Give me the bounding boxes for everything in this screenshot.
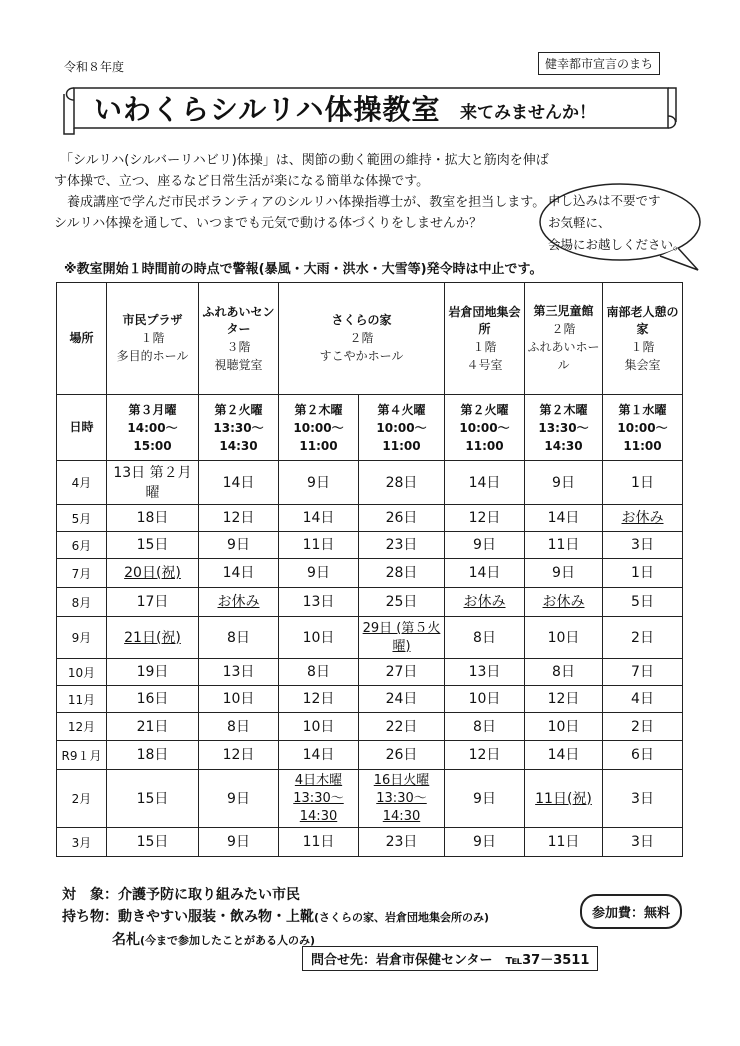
date-cell <box>445 559 525 588</box>
date-cell <box>359 770 445 828</box>
date-cell <box>525 461 603 505</box>
date-value: 2日 <box>631 718 654 735</box>
title-banner <box>60 84 678 136</box>
month-cell <box>57 659 107 686</box>
date-value: 9日 <box>473 537 496 553</box>
time-label: 日時 <box>69 420 94 434</box>
month-cell <box>57 741 107 770</box>
date-value: 9日 <box>227 834 250 850</box>
page-title: いわくらシルリハ体操教室 <box>94 93 441 126</box>
date-value: 26日 <box>385 510 418 526</box>
venue-cell <box>279 283 445 395</box>
schedule-end: 11:00 <box>623 438 662 453</box>
date-cell <box>279 770 359 828</box>
date-value: 9日 <box>473 790 496 807</box>
month-cell <box>57 461 107 505</box>
schedule-day: 第２火曜 <box>214 402 263 417</box>
month-row <box>57 770 683 828</box>
date-cell <box>107 686 199 713</box>
date-cell <box>525 713 603 741</box>
date-cell <box>603 659 683 686</box>
date-cell <box>359 659 445 686</box>
date-cell <box>603 741 683 770</box>
date-value: 14日 <box>468 565 501 581</box>
date-cell <box>603 617 683 659</box>
city-slogan: 健幸都市宣言のまち <box>538 52 660 75</box>
intro-paragraph-1: 「シルリハ(シルバーリハビリ)体操」は、関節の動く範囲の維持・拡大と筋肉を伸ばす体操で、立つ、座るなど日常生活が楽になる簡単な体操です。 <box>54 153 549 189</box>
date-cell <box>525 686 603 713</box>
date-cell <box>525 770 603 828</box>
date-value: 11日 <box>547 537 580 553</box>
schedule-end: 14:30 <box>219 438 258 453</box>
date-cell <box>199 505 279 532</box>
date-cell <box>603 505 683 532</box>
date-value: 13日 <box>468 664 501 680</box>
date-value: 9日 <box>552 474 575 491</box>
date-value: 11日 <box>302 834 335 850</box>
target-row <box>62 884 592 906</box>
date-cell <box>603 532 683 559</box>
date-value: 22日 <box>385 718 418 735</box>
venue-cell <box>445 283 525 395</box>
date-value: 19日 <box>136 664 169 680</box>
date-cell <box>199 713 279 741</box>
venue-cell <box>107 283 199 395</box>
date-cell <box>107 617 199 659</box>
date-cell <box>603 828 683 857</box>
date-value: 8日 <box>473 629 496 646</box>
schedule-day: 第２木曜 <box>539 402 588 417</box>
month-label: 9月 <box>71 631 92 645</box>
date-cell <box>445 828 525 857</box>
date-value: 10日 <box>302 718 335 735</box>
date-cell <box>279 686 359 713</box>
date-cell <box>279 559 359 588</box>
date-cell <box>279 461 359 505</box>
month-label: 2月 <box>71 792 92 806</box>
date-value: 17日 <box>136 594 169 610</box>
date-value: 16日火曜 13:30～ 14:30 <box>373 772 430 824</box>
date-value: 15日 <box>136 790 169 807</box>
date-cell <box>199 588 279 617</box>
date-cell <box>107 828 199 857</box>
date-cell <box>359 617 445 659</box>
date-value: 12日 <box>302 691 335 707</box>
date-cell <box>445 770 525 828</box>
bubble-line-1: 申し込みは不要です <box>548 193 661 208</box>
date-value: 9日 <box>552 565 575 581</box>
date-cell <box>199 770 279 828</box>
target-value: 介護予防に取り組みたい市民 <box>118 887 300 903</box>
date-value: 13日 <box>222 664 255 680</box>
date-cell <box>359 559 445 588</box>
date-cell <box>199 686 279 713</box>
date-cell <box>107 713 199 741</box>
month-cell <box>57 686 107 713</box>
time-cell <box>279 395 359 461</box>
intro-text <box>54 150 554 234</box>
items-note: (さくらの家、岩倉団地集会所のみ) <box>314 911 490 924</box>
date-value: 3日 <box>631 790 654 807</box>
time-cell <box>107 395 199 461</box>
time-row <box>57 395 683 461</box>
date-cell <box>107 659 199 686</box>
schedule-start: 14:00～ <box>127 420 178 435</box>
date-cell <box>525 828 603 857</box>
venue-floor: １階 <box>630 339 655 354</box>
schedule-start: 10:00～ <box>617 420 668 435</box>
nametag-value: 名札 <box>112 932 140 948</box>
date-cell <box>107 741 199 770</box>
schedule-day: 第４火曜 <box>377 402 426 417</box>
schedule-end: 14:30 <box>544 438 583 453</box>
date-value: 24日 <box>385 691 418 707</box>
venue-floor: ３階 <box>226 339 251 354</box>
date-cell <box>199 828 279 857</box>
speech-bubble <box>528 178 704 274</box>
date-cell <box>525 617 603 659</box>
target-label: 対 象： <box>62 887 118 903</box>
date-value: 11日(祝) <box>535 790 592 807</box>
date-value: 14日 <box>302 747 335 763</box>
date-value: 10日 <box>222 691 255 707</box>
venue-name: 第三児童館 <box>533 304 594 318</box>
date-value: 14日 <box>302 510 335 526</box>
schedule-end: 11:00 <box>299 438 338 453</box>
month-label: 3月 <box>71 835 92 850</box>
month-label: 4月 <box>71 476 92 490</box>
date-value: 20日(祝) <box>124 565 181 581</box>
venue-room: ４号室 <box>466 357 503 372</box>
time-cell <box>359 395 445 461</box>
date-cell <box>525 659 603 686</box>
date-cell <box>199 659 279 686</box>
venue-room: 視聴覚室 <box>214 357 263 372</box>
date-value: 9日 <box>307 565 330 581</box>
venue-name: 市民プラザ <box>122 313 183 327</box>
month-cell <box>57 828 107 857</box>
items-row <box>62 906 592 929</box>
date-value: 14日 <box>222 565 255 581</box>
date-cell <box>279 532 359 559</box>
date-value: 12日 <box>468 510 501 526</box>
month-row <box>57 461 683 505</box>
schedule-start: 13:30～ <box>538 420 589 435</box>
date-value: 4日木曜 13:30～ 14:30 <box>293 772 344 824</box>
date-value: 29日 (第５火曜) <box>362 620 441 654</box>
schedule-day: 第２木曜 <box>294 402 343 417</box>
date-cell <box>107 559 199 588</box>
venue-room: ふれあいホール <box>527 340 600 372</box>
date-cell <box>359 588 445 617</box>
venue-floor: ２階 <box>551 322 576 336</box>
venue-row <box>57 283 683 395</box>
date-value: 21日(祝) <box>124 629 181 646</box>
schedule-start: 10:00～ <box>459 420 510 435</box>
cancellation-notice: ※教室開始１時間前の時点で警報(暴風・大雨・洪水・大雪等)発令時は中止です。 <box>64 262 543 277</box>
date-cell <box>525 532 603 559</box>
date-value: 26日 <box>385 747 418 763</box>
month-row <box>57 505 683 532</box>
date-cell <box>359 741 445 770</box>
date-value: 8日 <box>473 718 496 735</box>
date-value: 2日 <box>631 629 654 646</box>
month-row <box>57 713 683 741</box>
date-cell <box>359 505 445 532</box>
time-cell <box>199 395 279 461</box>
date-cell <box>199 532 279 559</box>
place-label: 場所 <box>69 331 94 345</box>
venue-room: 多目的ホール <box>116 349 189 363</box>
month-row <box>57 741 683 770</box>
month-row <box>57 559 683 588</box>
date-value: お休み <box>542 594 585 610</box>
month-row <box>57 532 683 559</box>
date-value: 13日 <box>302 594 335 610</box>
bubble-line-3: 会場にお越しください。 <box>548 237 686 252</box>
date-cell <box>445 741 525 770</box>
month-cell <box>57 505 107 532</box>
date-cell <box>603 559 683 588</box>
date-cell <box>279 588 359 617</box>
date-value: 9日 <box>473 834 496 850</box>
date-cell <box>525 559 603 588</box>
venue-room: すこやかホール <box>319 349 404 363</box>
date-cell <box>107 505 199 532</box>
month-row <box>57 588 683 617</box>
date-value: 12日 <box>222 510 255 526</box>
date-value: 14日 <box>222 474 255 491</box>
date-cell <box>279 828 359 857</box>
date-value: 10日 <box>547 718 580 735</box>
fiscal-year: 令和８年度 <box>64 60 125 74</box>
date-value: 16日 <box>136 691 169 707</box>
page-subtitle: 来てみませんか！ <box>460 103 596 123</box>
venue-cell <box>525 283 603 395</box>
date-value: 1日 <box>631 474 654 491</box>
schedule-day: 第２火曜 <box>460 402 509 417</box>
date-cell <box>107 588 199 617</box>
date-cell <box>199 741 279 770</box>
month-cell <box>57 559 107 588</box>
date-value: 9日 <box>227 537 250 553</box>
date-value: 12日 <box>222 747 255 763</box>
date-cell <box>107 461 199 505</box>
schedule-day: 第３月曜 <box>128 402 177 417</box>
date-value: 18日 <box>136 510 169 526</box>
month-cell <box>57 617 107 659</box>
date-cell <box>445 713 525 741</box>
date-cell <box>445 686 525 713</box>
month-label: 10月 <box>67 665 96 680</box>
month-cell <box>57 588 107 617</box>
schedule-start: 10:00～ <box>293 420 344 435</box>
venue-name: 南部老人憩の家 <box>606 304 679 336</box>
venue-cell <box>199 283 279 395</box>
time-cell <box>603 395 683 461</box>
bubble-line-2: お気軽に、 <box>548 215 611 230</box>
month-label: 6月 <box>71 538 92 553</box>
date-cell <box>603 713 683 741</box>
venue-name: 岩倉団地集会所 <box>448 304 521 336</box>
date-value: 8日 <box>227 718 250 735</box>
date-value: 14日 <box>468 474 501 491</box>
month-label: 5月 <box>71 511 92 526</box>
date-value: 15日 <box>136 537 169 553</box>
schedule-start: 10:00～ <box>376 420 427 435</box>
date-cell <box>603 588 683 617</box>
month-row <box>57 617 683 659</box>
date-cell <box>279 741 359 770</box>
date-cell <box>603 461 683 505</box>
date-cell <box>445 588 525 617</box>
time-cell <box>445 395 525 461</box>
month-row <box>57 659 683 686</box>
schedule-end: 11:00 <box>465 438 504 453</box>
month-cell <box>57 770 107 828</box>
date-value: 11日 <box>302 537 335 553</box>
date-cell <box>445 659 525 686</box>
date-value: お休み <box>217 594 260 610</box>
date-value: 10日 <box>468 691 501 707</box>
date-cell <box>525 588 603 617</box>
date-cell <box>445 461 525 505</box>
month-label: 8月 <box>71 595 92 610</box>
date-value: 9日 <box>227 790 250 807</box>
venue-name: ふれあいセンター <box>202 304 275 336</box>
date-value: 9日 <box>307 474 330 491</box>
month-label: 12月 <box>67 720 96 734</box>
month-label: 7月 <box>71 566 92 581</box>
date-value: 18日 <box>136 747 169 763</box>
date-value: 28日 <box>385 474 418 491</box>
date-value: 6日 <box>631 747 654 763</box>
date-value: 21日 <box>136 718 169 735</box>
date-value: 4日 <box>631 691 654 707</box>
date-value: 14日 <box>547 510 580 526</box>
date-value: 13日 第２月曜 <box>113 464 192 501</box>
time-label-cell <box>57 395 107 461</box>
date-cell <box>525 505 603 532</box>
month-cell <box>57 532 107 559</box>
date-cell <box>107 532 199 559</box>
schedule-start: 13:30～ <box>213 420 264 435</box>
contact-info: 問合せ先：岩倉市保健センター ℡37－3511 <box>302 946 598 971</box>
venue-cell <box>603 283 683 395</box>
date-value: 23日 <box>385 537 418 553</box>
date-value: 12日 <box>547 691 580 707</box>
date-value: 3日 <box>631 834 654 850</box>
fee-badge: 参加費：無料 <box>580 894 682 929</box>
date-value: 25日 <box>385 594 418 610</box>
date-cell <box>359 713 445 741</box>
date-cell <box>445 617 525 659</box>
venue-name: さくらの家 <box>331 313 392 327</box>
date-cell <box>279 659 359 686</box>
nametag-note: (今まで参加したことがある人のみ) <box>140 934 316 947</box>
month-label: R9１月 <box>61 748 102 763</box>
footer-info <box>62 884 592 952</box>
date-cell <box>199 461 279 505</box>
date-value: お休み <box>621 510 664 526</box>
schedule-day: 第１水曜 <box>618 402 667 417</box>
schedule-end: 15:00 <box>133 438 172 453</box>
date-cell <box>199 559 279 588</box>
date-value: 14日 <box>547 747 580 763</box>
date-value: 7日 <box>631 664 654 680</box>
venue-floor: １階 <box>140 331 165 345</box>
month-cell <box>57 713 107 741</box>
date-value: 1日 <box>631 565 654 581</box>
date-value: 27日 <box>385 664 418 680</box>
intro-paragraph-2: 養成講座で学んだ市民ボランティアのシルリハ体操指導士が、教室を担当します。シルリハ体操を通して、いつまでも元気で動ける体づくりをしませんか？ <box>54 195 546 231</box>
month-label: 11月 <box>67 692 96 707</box>
date-cell <box>359 686 445 713</box>
date-value: 15日 <box>136 834 169 850</box>
venue-floor: ２階 <box>349 331 374 345</box>
place-label-cell <box>57 283 107 395</box>
date-value: 10日 <box>302 629 335 646</box>
date-value: 10日 <box>547 629 580 646</box>
date-cell <box>603 770 683 828</box>
venue-floor: １階 <box>472 339 497 354</box>
items-value: 動きやすい服装・飲み物・上靴 <box>118 909 314 925</box>
date-cell <box>279 617 359 659</box>
date-value: 3日 <box>631 537 654 553</box>
date-value: お休み <box>463 594 506 610</box>
items-label: 持ち物： <box>62 909 118 925</box>
date-cell <box>603 686 683 713</box>
schedule-end: 11:00 <box>382 438 421 453</box>
date-cell <box>279 713 359 741</box>
date-cell <box>445 532 525 559</box>
venue-room: 集会室 <box>624 357 661 372</box>
date-cell <box>445 505 525 532</box>
date-value: 11日 <box>547 834 580 850</box>
schedule-table <box>56 282 683 857</box>
date-cell <box>359 461 445 505</box>
date-cell <box>525 741 603 770</box>
date-cell <box>359 828 445 857</box>
date-value: 5日 <box>631 594 654 610</box>
date-value: 12日 <box>468 747 501 763</box>
time-cell <box>525 395 603 461</box>
month-row <box>57 686 683 713</box>
date-value: 28日 <box>385 565 418 581</box>
date-value: 23日 <box>385 834 418 850</box>
date-value: 8日 <box>227 629 250 646</box>
date-cell <box>359 532 445 559</box>
date-cell <box>107 770 199 828</box>
date-cell <box>199 617 279 659</box>
date-value: 8日 <box>552 664 575 680</box>
date-cell <box>279 505 359 532</box>
date-value: 8日 <box>307 664 330 680</box>
month-row <box>57 828 683 857</box>
